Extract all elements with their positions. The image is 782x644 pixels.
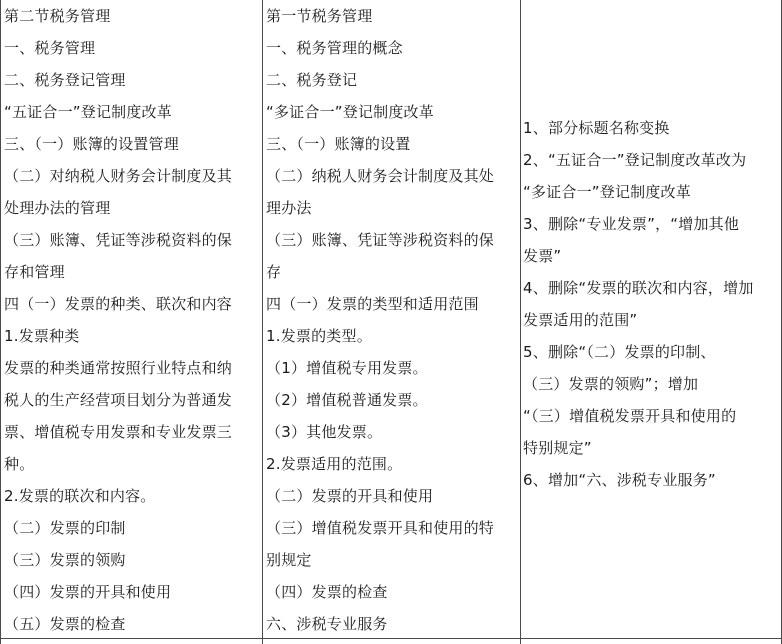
text-line: （四）发票的开具和使用 (4, 583, 172, 601)
text-line: （1）增值税专用发票。 (266, 359, 428, 377)
text-line: （二）发票的开具和使用 (266, 487, 434, 505)
text-line: （二）对纳税人财务会计制度及其 (4, 167, 233, 185)
column-old-syllabus (0, 0, 262, 644)
text-line: “五证合一”登记制度改革 (4, 103, 172, 121)
text-line: 一、税务管理 (4, 39, 96, 57)
old-syllabus-cell (4, 0, 259, 640)
text-line: （五）发票的检查 (4, 615, 126, 633)
text-line: 存 (266, 263, 282, 281)
text-line: 发票适用的范围” (523, 311, 638, 329)
text-line: （四）发票的检查 (266, 583, 388, 601)
text-line: 四（一）发票的种类、联次和内容 (4, 295, 233, 313)
text-line: 第二节税务管理 (4, 7, 111, 25)
text-line: 1.发票的类型。 (266, 327, 372, 345)
text-line: 一、税务管理的概念 (266, 39, 403, 57)
text-line: 2.发票的联次和内容。 (4, 487, 156, 505)
changes-cell (523, 112, 779, 496)
text-line: （三）账簿、凭证等涉税资料的保 (4, 231, 233, 249)
text-line: 三、（一）账簿的设置管理 (4, 135, 179, 153)
text-line: 5、删除“（二）发票的印制、 (523, 343, 716, 361)
new-syllabus-cell (266, 0, 517, 640)
text-line: 存和管理 (4, 263, 65, 281)
text-line: 理办法 (266, 199, 312, 217)
column-new-syllabus (262, 0, 520, 644)
text-line: 四（一）发票的类型和适用范围 (266, 295, 479, 313)
text-line: 4、删除“发票的联次和内容，增加 (523, 279, 754, 297)
text-line: 发票的种类通常按照行业特点和纳 (4, 359, 233, 377)
text-line: 3、删除“专业发票”，“增加其他 (523, 215, 740, 233)
text-line: 2.发票适用的范围。 (266, 455, 403, 473)
text-line: 第一节税务管理 (266, 7, 373, 25)
text-line: （三）账簿、凭证等涉税资料的保 (266, 231, 495, 249)
text-line: 1、部分标题名称变换 (523, 119, 670, 137)
text-line: 三、（一）账簿的设置 (266, 135, 411, 153)
text-line: （二）发票的印制 (4, 519, 126, 537)
text-line: 二、税务登记 (266, 71, 358, 89)
text-line: “（三）增值税发票开具和使用的 (523, 407, 737, 425)
text-line: 六、涉税专业服务 (266, 615, 388, 633)
text-line: “多证合一”登记制度改革 (523, 183, 691, 201)
text-line: 发票” (523, 247, 562, 265)
text-line: 票、增值税专用发票和专业发票三 (4, 423, 233, 441)
text-line: （三）发票的领购 (4, 551, 126, 569)
text-line: 税人的生产经营项目划分为普通发 (4, 391, 233, 409)
text-line: （3）其他发票。 (266, 423, 383, 441)
text-line: （三）发票的领购”；增加 (523, 375, 699, 393)
text-line: 处理办法的管理 (4, 199, 111, 217)
text-line: 1.发票种类 (4, 327, 80, 345)
text-line: （2）增值税普通发票。 (266, 391, 428, 409)
text-line: “多证合一”登记制度改革 (266, 103, 434, 121)
text-line: （三）增值税发票开具和使用的特 (266, 519, 495, 537)
text-line: 种。 (4, 455, 35, 473)
text-line: 6、增加“六、涉税专业服务” (523, 471, 716, 489)
text-line: 特别规定” (523, 439, 592, 457)
text-line: 2、“五证合一”登记制度改革改为 (523, 151, 747, 169)
text-line: 二、税务登记管理 (4, 71, 126, 89)
text-line: （二）纳税人财务会计制度及其处 (266, 167, 495, 185)
column-changes (520, 0, 782, 644)
text-line: 别规定 (266, 551, 312, 569)
